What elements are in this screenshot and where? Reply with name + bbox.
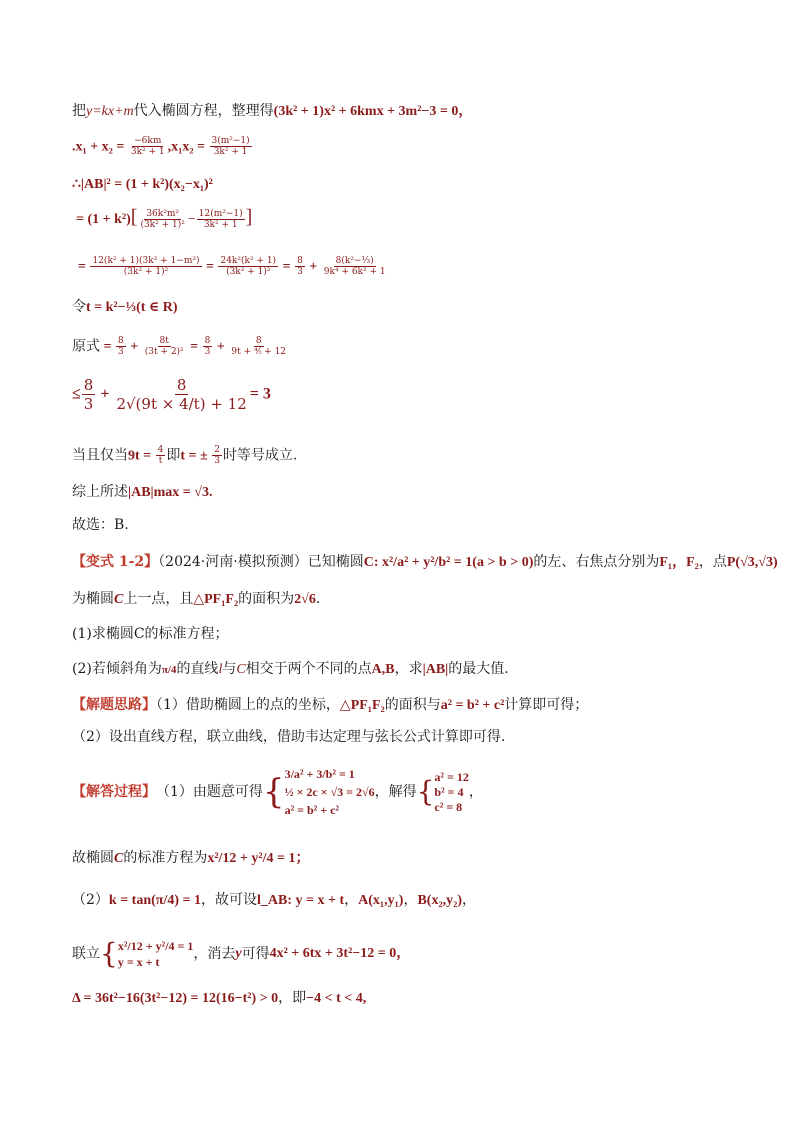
text: ，解得 [374,784,417,800]
text: 的面积与 [384,697,441,713]
math-expr: P(√3,√3) [726,555,778,570]
text: 为椭圆 [72,591,114,607]
math-expr: l_AB: y = x + t [257,893,345,908]
fraction: $\frac{8}{3}$ [204,336,211,357]
math-expr: x²/12 + y²/4 = 1； [207,851,310,866]
math-expr: |AB| [422,662,449,677]
solution-answer-1: 【解答过程】 （1）由题意可得 { 3/a² + 3/b² = 1 ½ × 2c × √3 = 2√6 a² = b² + c² ，解得 { a² = 12 b² = 4 c² = 8 ， [72,767,483,817]
fraction: $\frac{2}{3}$ [214,445,220,466]
math-expr: B(x₂,y₂) [417,893,463,908]
math-expr: △PF₁F₂ [193,592,239,607]
answer-tag: 【解答过程】 [72,784,156,800]
fraction: $\frac{8t}{\text{(3t + 2)²}}$ [144,336,184,357]
math-expr: |AB|max = √3. [128,485,213,500]
solution-think-2 [72,727,732,747]
fraction: $\frac{8}{3}$ [83,376,94,413]
math-expr: = (1 + k²) [76,212,131,227]
text: 的左、右焦点分别为 [533,554,660,570]
text: (1)求椭圆C的标准方程； [72,626,229,642]
math-expr: 2√6 [294,592,316,607]
equation-system-1: 3/a² + 3/b² = 1 ½ × 2c × √3 = 2√6 a² = b² + c² [284,767,375,817]
fraction: $\frac{\text{12(k² + 1)(3k² + 1−m²)}}{\text{(3k² + 1)²}}$ [92,256,200,277]
fraction: $\frac{\text{24k²(k² + 1)}}{\text{(3k² + 1)²}}$ [220,256,277,277]
math-expr: a² = b² + c² [440,698,505,713]
text: ，消去 [193,946,236,962]
fraction: $\frac{8}{2√(9t \times 4/t) + 12}$ [116,376,247,413]
text: 与 [222,661,237,677]
left-brace: { [416,775,435,808]
question-1 [72,624,732,644]
line-conclusion [72,482,732,503]
fraction: $\frac{-6km}{\text{3k² + 1}}$ [130,136,165,157]
math-expr: A(x₁,y₁) [358,893,404,908]
math-expr: C: x²/a² + y²/b² = 1(a > b > 0) [363,555,534,570]
math-expr: △PF₁F₂ [339,698,385,713]
solution-think-1 [72,695,732,716]
math-expr: k = tan(π/4) = 1 [108,893,201,908]
text: （1）借助椭圆上的点的坐标， [156,697,340,713]
solution-part-2: （2）k = tan(π/4) = 1，故可设l_AB: y = x + t，A(x₁,y₁)，B(x₂,y₂)， [72,892,477,908]
math-expr: ,x₁x₂ = [167,139,209,155]
left-brace: { [100,937,118,970]
line-expand-1: = (1 + k²)[ $\frac{\text{36k²m²}}{\text{(3k² + 1)²}}$ − $\frac{\text{12(m²−1)}}{\text{3k² + 1}}$ ] [76,206,253,230]
equation-system-3: x²/12 + y²/4 = 1 y = x + t [117,939,194,969]
text: 联立 [72,946,100,962]
text: 代入椭圆方程，整理得 [133,103,274,119]
text: 的最大值. [448,661,509,677]
text: ，求 [394,661,423,677]
line-expand-2: = $\frac{\text{12(k² + 1)(3k² + 1−m²)}}{\text{(3k² + 1)²}}$ = $\frac{\text{24k²(k² + 1)}}{\text{(3k² + 1)²}}$ = $\frac{8}{3}$ + $\frac{\text{8(k²−⅓)}}{\text{9k⁴ + 6k² + 1}}$ [78,256,386,277]
math-expr: t = k²−⅓(t ∈ R) [86,300,178,315]
line-ab-squared [72,174,732,195]
text: ，故可设 [201,892,257,908]
problem-tag: 【变式 1-2】 [72,554,159,570]
math-expr: Δ = 36t²−16(3t²−12) = 12(16−t²) > 0 [72,991,279,1006]
line-substitute [72,101,732,122]
fraction: $\frac{\text{3(m²−1)}}{\text{3k² + 1}}$ [211,136,250,157]
math-expr: .x₁ + x₂ = [72,139,128,155]
math-expr: 4x² + 6tx + 3t²−12 = 0， [269,946,411,961]
standard-equation: 故椭圆C的标准方程为x²/12 + y²/4 = 1； [72,850,310,866]
problem-statement-line-1 [72,552,778,573]
fraction: $\frac{8}{\text{9t + ⁴⁄ₜ + 12}}$ [231,336,287,357]
math-expr: ∴|AB|² = (1 + k²)(x₂−x₁)² [72,177,213,192]
math-expr: A,B [371,662,395,677]
text: 的直线 [176,661,219,677]
question-2: (2)若倾斜角为π/4的直线l与C相交于两个不同的点A,B，求|AB|的最大值. [72,661,509,677]
line-vieta [72,136,732,158]
text: （1）由题意可得 [156,784,263,800]
math-expr: π/4 [161,664,177,676]
math-expr: (3k² + 1)x² + 6kmx + 3m²−3 = 0， [273,104,473,119]
line-answer [72,515,732,535]
text: 的面积为 [238,591,295,607]
text: 综上所述 [72,484,128,500]
fraction: $\frac{8}{3}$ [117,336,124,357]
math-expr: −4 < t < 4, [306,991,367,1006]
line-original: 原式 = $\frac{8}{3}$ + $\frac{8t}{\text{(3t + 2)²}}$ = $\frac{8}{3}$ + $\frac{8}{\text{9t + ⁴⁄ₜ + 12}}$ [72,336,287,357]
fraction: $\frac{4}{t}$ [157,445,164,466]
text: 的标准方程为 [123,850,208,866]
text: （2024·河南·模拟预测）已知椭圆 [158,554,364,570]
text: 可得 [241,946,270,962]
text: (2)若倾斜角为 [72,661,162,677]
text: 即 [166,447,181,464]
text: 故椭圆 [72,850,114,866]
text: 把 [72,103,86,119]
left-brace: { [262,772,285,812]
text: 当且仅当 [72,447,128,464]
text: 计算即可得； [504,697,589,713]
text: （2）设出直线方程，联立曲线，借助韦达定理与弦长公式计算即可得. [72,729,506,745]
text: ，点 [698,554,727,570]
text: 故选：B. [72,517,129,533]
text: 上一点，且 [123,591,194,607]
line-equality-condition: 当且仅当9t = $\frac{4}{t}$ 即t = ± $\frac{2}{3}$ 时等号成立. [72,445,298,466]
text: 时等号成立. [222,447,298,464]
line-inequality: ≤ $\frac{8}{3}$ + $\frac{8}{2√(9t \times 4/t) + 12}$ = 3 [72,376,271,413]
fraction: $\frac{\text{12(m²−1)}}{\text{3k² + 1}}$ [198,208,243,230]
line-let-t [72,297,732,318]
equation-system-2: a² = 12 b² = 4 c² = 8 [434,769,469,814]
think-tag: 【解题思路】 [72,697,156,713]
text: 令 [72,299,86,315]
fraction: $\frac{\text{8(k²−⅓)}}{\text{9k⁴ + 6k² + 1}}$ [323,256,386,277]
text: 原式 [72,338,100,355]
text: 相交于两个不同的点 [245,661,372,677]
math-expr: F₁，F₂ [659,555,699,570]
problem-statement-line-2: 为椭圆C上一点，且△PF₁F₂的面积为2√6. [72,591,321,607]
text: ，即 [278,990,307,1006]
simultaneous-equations: 联立 { x²/12 + y²/4 = 1 y = x + t ，消去 y 可得 4x² + 6tx + 3t²−12 = 0， [72,937,411,970]
fraction: $\frac{\text{36k²m²}}{\text{(3k² + 1)²}}$ [140,208,185,230]
fraction: $\frac{8}{3}$ [297,256,303,277]
math-expr: y=kx+m [86,104,134,119]
discriminant [72,988,732,1009]
text: （2） [72,892,109,908]
